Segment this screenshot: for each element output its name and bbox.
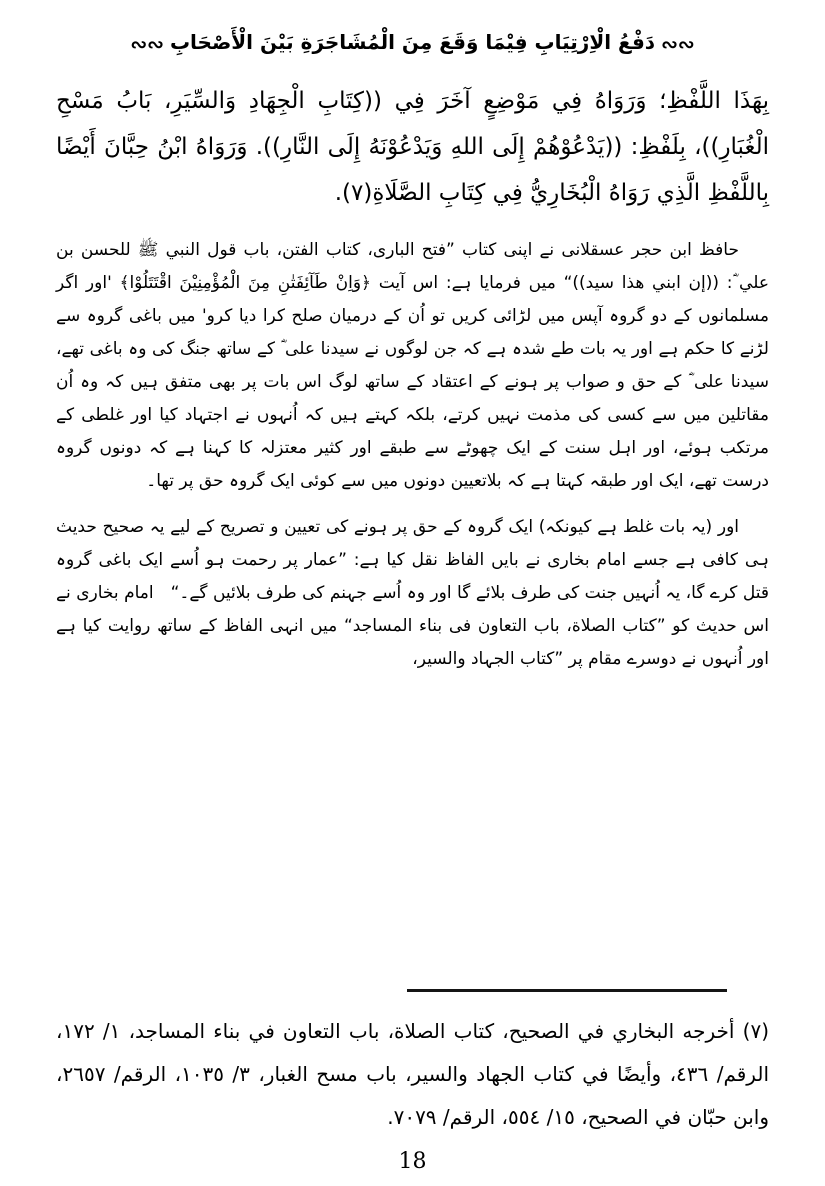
urdu-paragraph-ibn-hajar: حافظ ابن حجر عسقلانی نے اپنی کتاب ”فتح الباری، کتاب الفتن، باب قول النبي ﷺ للحسن بن علي ؓ: ((إن ابني هذا سيد))“ میں فرمایا ہے: اس آیت ﴿وَاِنْ طَآئِفَتٰنِ مِنَ الْمُؤْمِنِيْنَ اقْتَتَلُوْا﴾ 'اور اگر مسلمانوں کے دو گروہ آپس میں لڑائی کریں تو اُن کے درمیان صلح کرا دیا کرو' میں باغی گروہ سے لڑنے کا حکم ہے اور یہ بات طے شدہ ہے کہ جن لوگوں نے سیدنا علی ؓ کے ساتھ جنگ کی وہ باغی تھے، سیدنا علی ؓ کے حق و صواب پر ہونے کے اعتقاد کے ساتھ لوگ اس بات پر بھی متفق ہیں کہ وہ اُن مقاتلین میں سے کسی کی مذمت نہیں کرتے، بلکہ کہتے ہیں کہ اُنہوں نے اجتہاد کیا اور غلطی کے مرتکب ہوئے، اور اہل سنت کے ایک چھوٹے سے طبقے اور کثیر معتزلہ کا کہنا ہے کہ دونوں گروہ درست تھے، ایک اور طبقہ کہتا ہے کہ بلاتعیین دونوں میں سے کوئی ایک گروہ حق پر تھا۔ <box>56 239 769 492</box>
arabic-hadith-paragraph: بِهَذَا اللَّفْظِ؛ وَرَوَاهُ فِي مَوْضِعٍ آخَرَ فِي ((كِتَابِ الْجِهَادِ وَالسِّيَرِ، بَابُ مَسْحِ الْغُبَارِ))، بِلَفْظِ: ((يَدْعُوْهُمْ إِلَى اللهِ وَيَدْعُوْنَهُ إِلَى النَّارِ)). وَرَوَاهُ ابْنُ حِبَّانَ أَيْضًا بِاللَّفْظِ الَّذِي رَوَاهُ الْبُخَارِيُّ فِي كِتَابِ الصَّلَاةِ(٧). <box>56 87 769 206</box>
header-ornament-icon: ∾∾ <box>661 31 695 56</box>
chapter-header <box>56 30 769 56</box>
footnote-separator <box>407 989 727 992</box>
page-number: 18 <box>398 1149 427 1174</box>
chapter-title: دَفْعُ الْاِرْتِيَابِ فِيْمَا وَقَعَ مِنَ الْمُشَاجَرَةِ بَيْنَ الْأَصْحَابِ <box>169 30 656 54</box>
footnote-7-text: (٧) أخرجه البخاري في الصحيح، كتاب الصلاة، باب التعاون في بناء المساجد، ١/ ١٧٢، الرقم/ ٤٣٦، وأيضًا في كتاب الجهاد والسير، باب مسح الغبار، ٣/ ١٠٣٥، الرقم/ ٢٦٥٧، وابن حبّان في الصحيح، ١٥/ ٥٥٤، الرقم/ ٧٠٧٩. <box>56 1019 769 1129</box>
urdu-paragraph-bukhari-narration: اور (یہ بات غلط ہے کیونکہ) ایک گروہ کے حق پر ہونے کی تعیین و تصریح کے لیے یہ صحیح حدیث ہی کافی ہے جسے امام بخاری نے بایں الفاظ نقل کیا ہے: ”عمار پر رحمت ہو اُسے ایک باغی گروہ قتل کرے گا، یہ اُنہیں جنت کی طرف بلائے گا اور وہ اُسے جہنم کی طرف بلائیں گے۔“ امام بخاری نے اس حدیث کو ”کتاب الصلاة، باب التعاون فی بناء المساجد“ میں انہی الفاظ کے ساتھ روایت کیا ہے اور اُنہوں نے دوسرے مقام پر ”کتاب الجہاد والسیر، <box>56 516 769 670</box>
footnote-area <box>56 979 769 1139</box>
header-ornament-icon: ∾∾ <box>130 31 164 56</box>
